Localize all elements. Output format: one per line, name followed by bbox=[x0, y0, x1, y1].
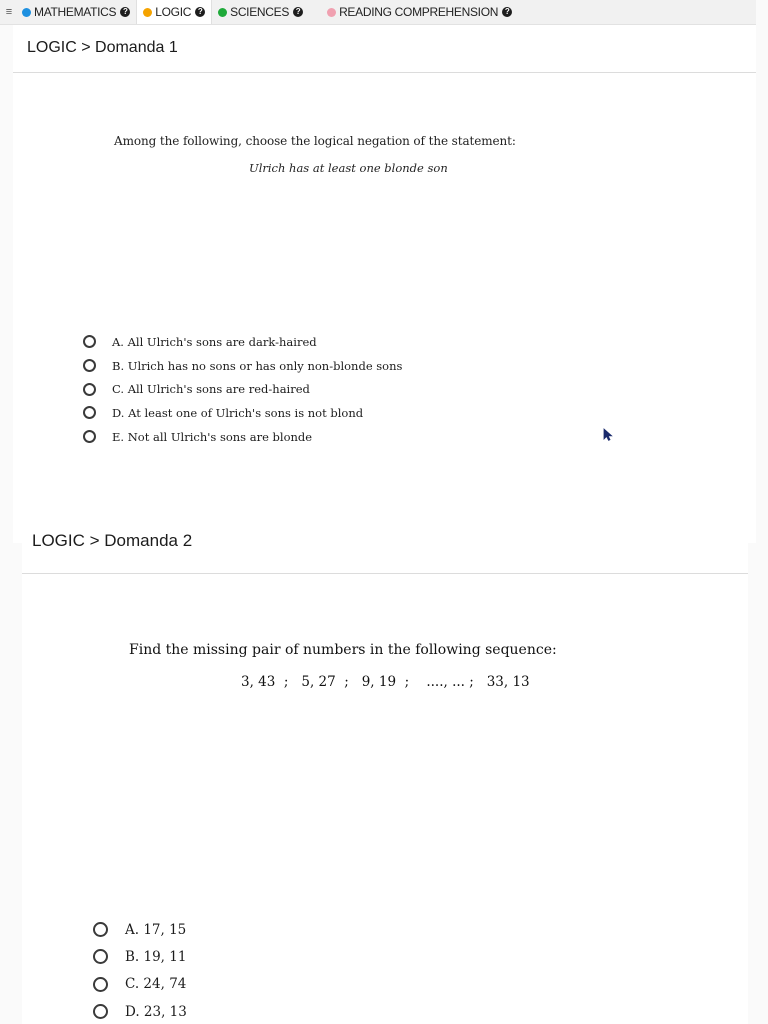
help-icon[interactable]: ? bbox=[293, 7, 303, 17]
status-dot-icon bbox=[327, 8, 336, 17]
status-dot-icon bbox=[218, 8, 227, 17]
question-prompt: Find the missing pair of numbers in the following sequence: bbox=[129, 642, 557, 658]
answer-option-a[interactable] bbox=[93, 916, 187, 943]
radio-button[interactable] bbox=[83, 383, 96, 396]
radio-button[interactable] bbox=[83, 359, 96, 372]
radio-button[interactable] bbox=[93, 922, 108, 937]
answer-options bbox=[83, 330, 402, 448]
answer-option-c[interactable] bbox=[83, 377, 402, 401]
answer-option-b[interactable] bbox=[93, 943, 187, 970]
answer-option-a[interactable] bbox=[83, 330, 402, 354]
help-icon[interactable]: ? bbox=[502, 7, 512, 17]
divider bbox=[13, 72, 756, 73]
option-label: B. Ulrich has no sons or has only non-blonde sons bbox=[112, 358, 403, 373]
menu-icon[interactable]: ≡ bbox=[5, 6, 13, 18]
mouse-pointer-icon bbox=[603, 428, 613, 441]
question-prompt: Among the following, choose the logical negation of the statement: bbox=[114, 134, 516, 148]
radio-button[interactable] bbox=[93, 1004, 108, 1019]
question-card-2 bbox=[22, 531, 748, 1024]
tab-mathematics[interactable] bbox=[16, 0, 136, 24]
answer-option-c[interactable] bbox=[93, 971, 187, 998]
option-label: A. 17, 15 bbox=[125, 921, 187, 938]
question-card-1 bbox=[13, 25, 756, 543]
answer-option-d[interactable] bbox=[93, 998, 187, 1024]
option-label: B. 19, 11 bbox=[125, 948, 187, 965]
radio-button[interactable] bbox=[83, 335, 96, 348]
tab-label: SCIENCES bbox=[230, 5, 290, 19]
radio-button[interactable] bbox=[83, 406, 96, 419]
number-sequence: 3, 43 ; 5, 27 ; 9, 19 ; ...., ... ; 33, 13 bbox=[241, 674, 530, 690]
option-label: D. 23, 13 bbox=[125, 1003, 187, 1020]
help-icon[interactable]: ? bbox=[120, 7, 130, 17]
question-breadcrumb: LOGIC > Domanda 2 bbox=[32, 531, 193, 550]
answer-option-e[interactable] bbox=[83, 425, 402, 449]
answer-option-b[interactable] bbox=[83, 354, 402, 378]
answer-options bbox=[93, 916, 187, 1024]
question-breadcrumb: LOGIC > Domanda 1 bbox=[27, 39, 178, 56]
divider bbox=[22, 573, 748, 574]
status-dot-icon bbox=[143, 8, 152, 17]
tab-label: LOGIC bbox=[155, 5, 192, 19]
option-label: E. Not all Ulrich's sons are blonde bbox=[112, 429, 313, 444]
tab-logic[interactable] bbox=[136, 0, 212, 24]
tab-reading-comprehension[interactable] bbox=[321, 0, 518, 24]
tab-label: READING COMPREHENSION bbox=[339, 5, 499, 19]
section-tab-bar bbox=[0, 0, 756, 25]
radio-button[interactable] bbox=[93, 949, 108, 964]
option-label: C. 24, 74 bbox=[125, 976, 187, 993]
question-statement: Ulrich has at least one blonde son bbox=[249, 161, 448, 175]
radio-button[interactable] bbox=[83, 430, 96, 443]
answer-option-d[interactable] bbox=[83, 401, 402, 425]
help-icon[interactable]: ? bbox=[195, 7, 205, 17]
tab-label: MATHEMATICS bbox=[34, 5, 117, 19]
radio-button[interactable] bbox=[93, 977, 108, 992]
option-label: C. All Ulrich's sons are red-haired bbox=[112, 382, 310, 397]
tab-sciences[interactable] bbox=[212, 0, 313, 24]
option-label: A. All Ulrich's sons are dark-haired bbox=[112, 334, 317, 349]
option-label: D. At least one of Ulrich's sons is not blond bbox=[112, 405, 364, 420]
status-dot-icon bbox=[22, 8, 31, 17]
